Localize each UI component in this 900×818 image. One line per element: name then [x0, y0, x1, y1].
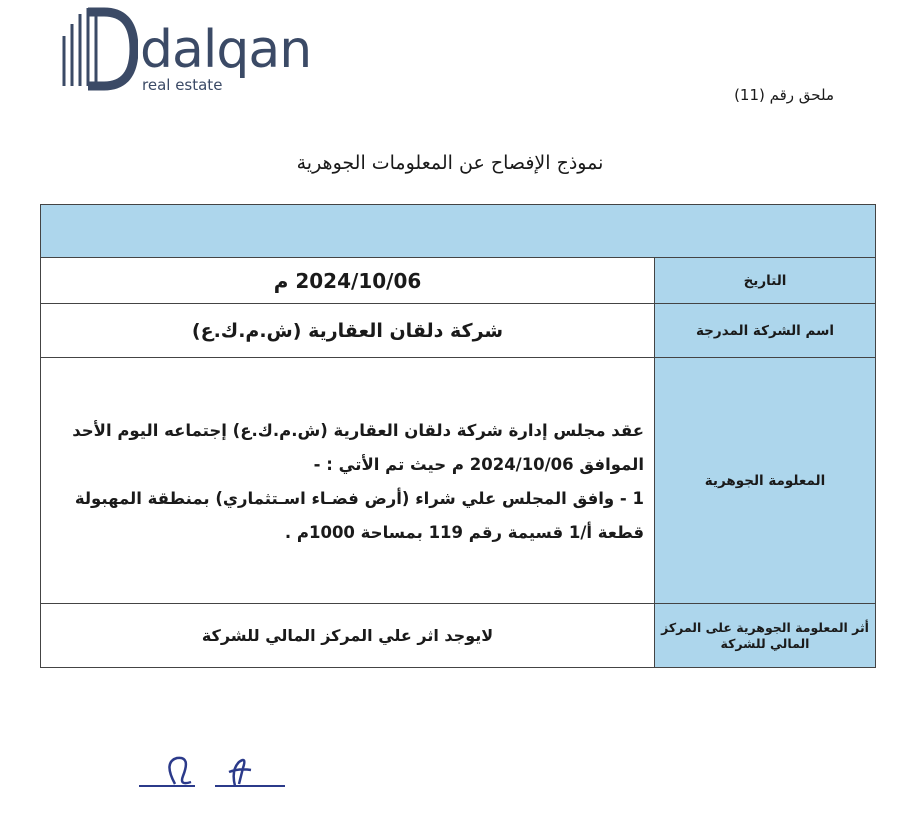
table-row-effect: [41, 604, 876, 668]
material-info-cell: [41, 358, 655, 604]
date-cell: [41, 258, 655, 304]
company-logo: [58, 6, 358, 96]
material-info-line: الموافق 2024/10/06 م حيث تم الأتي : -: [313, 454, 644, 474]
company-value: شركة دلقان العقارية (ش.م.ك.ع): [191, 319, 504, 342]
effect-value: لايوجد اثر علي المركز المالي للشركة: [201, 626, 494, 645]
effect-cell: [41, 604, 655, 668]
material-info-line: 1 - وافق المجلس علي شراء (أرض فضـاء اسـتثماري) بمنطقة المهبولة: [74, 488, 644, 508]
signature-icon: [135, 742, 285, 802]
table-row-date: [41, 258, 876, 304]
material-info-line: قطعة أ/1 قسيمة رقم 119 بمساحة 1000م .: [284, 522, 644, 542]
date-value: 2024/10/06 م: [273, 268, 422, 293]
effect-label: أثر المعلومة الجوهرية على المركز المالي للشركة: [655, 604, 876, 668]
table-row-material-info: [41, 358, 876, 604]
disclosure-table: [40, 204, 876, 668]
table-header-band-row: [41, 205, 876, 258]
annex-number: ملحق رقم (11): [734, 86, 834, 104]
company-cell: [41, 304, 655, 358]
logo-mark-icon: [58, 6, 138, 96]
material-info-text: [41, 390, 654, 572]
material-info-line: عقد مجلس إدارة شركة دلقان العقارية (ش.م.ك.ع) إجتماعه اليوم الأحد: [72, 420, 644, 440]
table-row-company: [41, 304, 876, 358]
table-header-band: [41, 205, 876, 258]
company-label: اسم الشركة المدرجة: [655, 304, 876, 358]
logo-tagline: real estate: [142, 76, 223, 94]
logo-wordmark: dalqan: [140, 20, 312, 80]
material-info-label: المعلومة الجوهرية: [655, 358, 876, 604]
document-title: نموذج الإفصاح عن المعلومات الجوهرية: [296, 152, 604, 174]
date-label: التاريخ: [655, 258, 876, 304]
